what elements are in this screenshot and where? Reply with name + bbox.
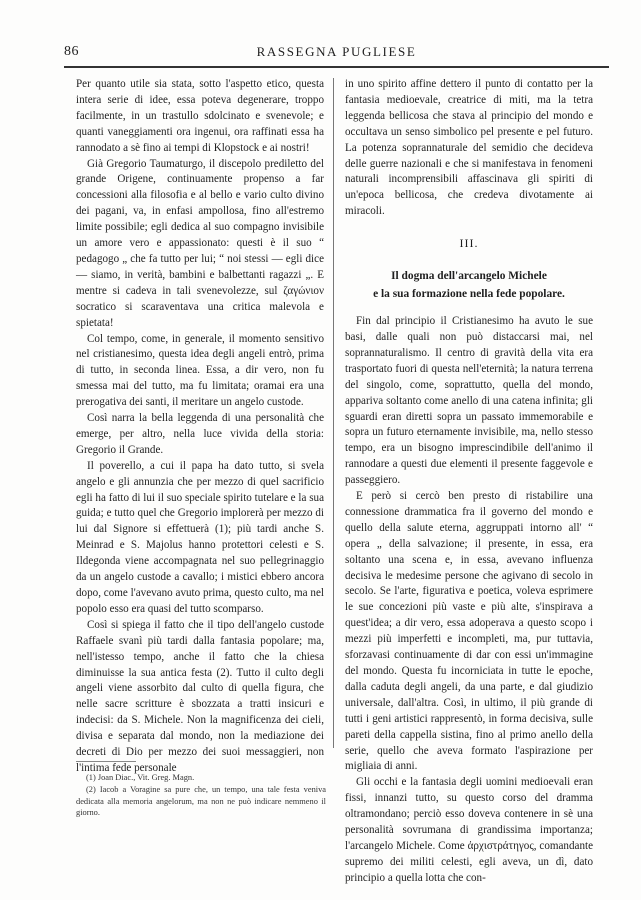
page-number: 86 [64,44,79,59]
paragraph: Gli occhi e la fantasia degli uomini medioevali eran fissi, innanzi tutto, su questo corso del dramma oltramondano; perciò esso doveva contenere in sè una personalità sovrumana di grandissima importanza; l'arcangelo Michele. Come ἀρχιστράτηγος, comandante supremo dei militi celesti, egli aveva, un dì, dato principio a quella lotta che con- [345,776,593,884]
footnote: (1) Joan Diac., Vit. Greg. Magn. [86,773,195,782]
section-title [345,267,593,303]
right-column [345,77,593,887]
paragraph: Col tempo, come, in generale, il momento sensitivo nel cristianesimo, questa idea degli angeli entrò, prima di tutto, in seconda linea. Essa, a dir vero, non fu smessa mai del tutto, ma fu limitata; oramai era una prerogativa dei santi, il meritare un angelo custode. [76,332,324,409]
paragraph: Così narra la bella leggenda di una personalità che emerge, per altro, nella luce vivida della storia: Gregorio il Grande. [76,412,324,456]
page-header [64,44,609,64]
paragraph: Fin dal principio il Cristianesimo ha avuto le sue basi, dalle quali non può distaccarsi mai, nel soprannaturalismo. Il centro di gravità della vita era trasportato fuori di questa nell'eternità; la natura terrena del singolo, come, soprattutto, quella del mondo, appariva soltanto come anello di una catena infinita; gli sguardi eran diretti sopra un passato immemorabile e sopra un futuro eternamente invisibile, ma, nello stesso tempo, era un bisogno imprescindibile dell'animo il rannodare a questi due elementi il presente faggevole e passeggiero. [345,315,593,487]
footnote: (2) Iacob a Voragine sa pure che, un tempo, una tale festa veniva dedicata alla memoria angelorum, ma non ne può indicare nemmeno il giorno. [76,785,326,818]
header-rule [64,66,609,68]
paragraph: Così si spiega il fatto che il tipo dell'angelo custode Raffaele svanì più tardi dalla fantasia popolare; ma, nell'istesso tempo, anche il fatto che la chiesa diminuisse la sua antica festa (2). Tutto il culto degli angeli viene assorbito dal culto di quella figura, che nelle sacre scritture è sbozzata a tratti insicuri e indecisi: da S. Michele. Non la magnificenza dei cieli, divisa e separata dal mondo, non la mediazione dei decreti di Dio per mezzo dei suoi messaggieri, non l'intima fede personale [76,618,324,774]
section-title-line: Il dogma dell'arcangelo Michele [391,270,547,283]
footnotes [76,772,326,820]
column-divider [333,78,334,748]
left-column [76,77,324,777]
paragraph: E però si cercò ben presto di ristabilire una connessione drammatica fra il governo del mondo e quello della salute eterna, aggruppati intorno all' “ opera „ della salvazione; il presente, in essa, era soltanto una scena e, in essa, avevano influenza decisiva le medesime persone che agivano di secolo in secolo. Se l'arte, figurativa e poetica, voleva esprimere le sue concezioni più vaste e più alte, s'inspirava a quest'idea; a dir vero, essa adoperava a questo scopo i mezzi più imperfetti e incompleti, ma, pur tuttavia, sforzavasi continuamente di dar con essi un'immagine del mondo. Questa fu incorniciata in tutte le epoche, dalla caduta degli angeli, da una parte, e dal giudizio universale, dall'altra. Così, in ultimo, il più grande di tutti i geni artistici rappresentò, in forma decisiva, sulle pareti della cappella sistina, fino al primo anello della serie, quello che aveva formato l'aspirazione per migliaia di anni. [345,490,593,773]
paragraph: Già Gregorio Taumaturgo, il discepolo prediletto del grande Origene, continuamente propenso a far concessioni alla filosofia e al bello e vario culto divino dei pagani, va, in enfasi ampollosa, fino all'estremo limite possibile; egli dedica al suo compagno invisibile un amore vero e appassionato: questi è il suo “ pedagogo „ che fa tutto per lui; “ noi stessi — egli dice — siamo, in verità, bambini e balbettanti ragazzi „. E mentre si cadeva in tali svenevolezze, sul ζαγώνιον socratico si scaraventava una critica malevola e spietata! [76,157,324,329]
running-title: RASSEGNA PUGLIESE [256,44,417,59]
paragraph: in uno spirito affine dettero il punto di contatto per la fantasia medioevale, creatrice di miti, ma la tetra leggenda bellicosa che stava al principio del mondo e occultava un senso simbolico pel presente e pel futuro. La potenza soprannaturale del semidio che decideva delle guerre nazionali e che si manifestava in fenomeni naturali incomprensibili affascinava gli spiriti di un'epoca bellicosa, che credeva divotamente ai miracoli. [345,78,593,218]
paragraph: Per quanto utile sia stata, sotto l'aspetto etico, questa intera serie di idee, essa poteva degenerare, troppo facilmente, in un trastullo sdolcinato e svenevole; e quanti vaneggiamenti ora ingenui, ora raffinati essa ha rannodato a sè fino ai tempi di Klopstock e ai nostri! [76,78,324,154]
section-number: III. [459,236,479,251]
section-title-line: e la sua formazione nella fede popolare. [373,288,565,301]
footnote-rule [76,761,136,762]
paragraph: Il poverello, a cui il papa ha dato tutto, si svela angelo e gli annunzia che per mezzo di quel sacrificio egli ha fatto di lui il suo speciale spirito tutelare e la sua guida; e tutto quel che Gregorio implorerà per mezzo di lui dal Signore si effettuerà (1); più tardi anche S. Meinrad e S. Majolus hanno protettori celesti e S. Ildegonda viene accompagnata nel suo pellegrinaggio da un angelo custode a cavallo; i mistici ebbero ancora dopo, come l'avevano avuto prima, questo culto, ma nel popolo esso era quasi del tutto scomparso. [76,459,324,615]
